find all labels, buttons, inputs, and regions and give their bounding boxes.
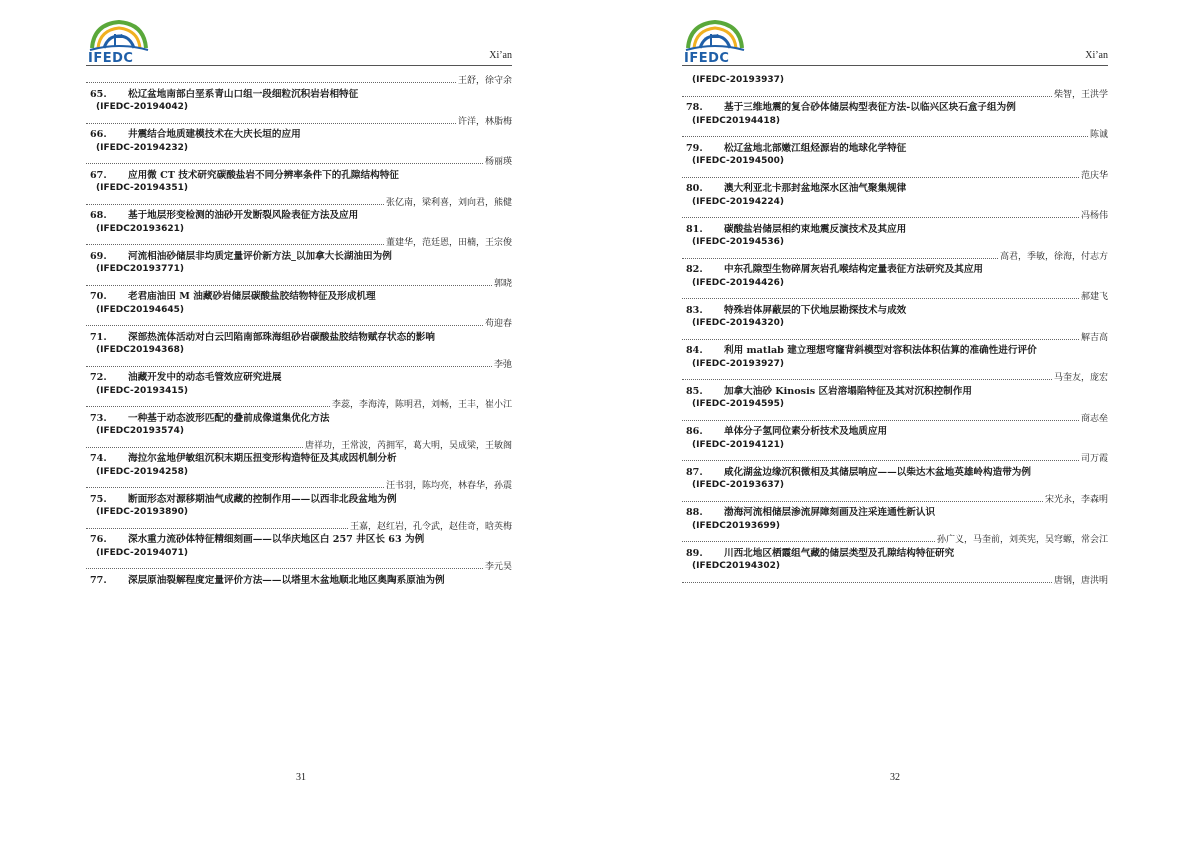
entry-authors: 解吉高 <box>1080 332 1108 343</box>
entry-code: (IFEDC20194645) <box>96 304 185 315</box>
entry-authors: 许洋，林脂梅 <box>457 116 512 127</box>
header-rule <box>86 65 512 66</box>
entry-authors: 马奎友，庞宏 <box>1053 373 1108 383</box>
entry-code: (IFEDC20194368) <box>96 345 185 355</box>
entry-title: 松辽盆地北部嫩江组烃源岩的地球化学特征 <box>724 142 907 154</box>
entry-title-row <box>682 304 1108 318</box>
entry-code: (IFEDC-20194232) <box>96 142 188 153</box>
author-row <box>682 371 1108 385</box>
entry-code: (IFEDC-20194258) <box>96 466 188 477</box>
author-row <box>682 250 1108 264</box>
author-row <box>682 493 1108 507</box>
author-row <box>682 452 1108 466</box>
entry-authors: 苟迎春 <box>484 319 512 329</box>
entry-code: (IFEDC-20193637) <box>692 480 784 490</box>
entry-title-row <box>682 223 1108 237</box>
entry-number: 89. <box>686 547 703 559</box>
entry-authors: 李弛 <box>493 359 512 370</box>
author-row <box>682 533 1108 547</box>
dot-leader <box>682 493 1043 502</box>
entry-number: 88. <box>686 507 703 518</box>
author-row <box>682 574 1108 588</box>
entry-title: 中东孔隙型生物碎屑灰岩孔喉结构定量表征方法研究及其应用 <box>724 264 984 275</box>
entry-authors: 宋光永，李森明 <box>1044 494 1108 505</box>
list-item <box>86 574 512 588</box>
entry-authors: 李元昊 <box>484 562 512 572</box>
list-item <box>86 128 512 169</box>
list-item <box>682 101 1108 142</box>
header-location: Xi’an <box>1085 50 1108 61</box>
dot-leader <box>86 155 483 164</box>
author-row <box>86 439 512 453</box>
dot-leader <box>682 250 998 259</box>
list-item <box>682 304 1108 345</box>
entry-authors: 陈诚 <box>1089 130 1108 140</box>
list-item <box>86 250 512 291</box>
entry-number: 84. <box>686 345 703 356</box>
entry-title: 深水重力流砂体特征精细刻画——以华庆地区白 257 井区长 63 为例 <box>128 534 425 545</box>
entry-authors: 郭晓 <box>493 278 512 289</box>
dot-leader <box>682 290 1079 299</box>
author-row <box>86 74 512 88</box>
entry-number: 87. <box>686 466 703 478</box>
entry-title-row <box>86 209 512 223</box>
list-item <box>86 209 512 250</box>
dot-leader <box>86 236 384 245</box>
entry-code: (IFEDC-20193927) <box>692 358 784 369</box>
logo-text: IFEDC <box>88 51 134 66</box>
entry-title: 川西北地区栖霞组气藏的储层类型及孔隙结构特征研究 <box>724 547 955 559</box>
entry-title: 深部热流体活动对白云凹陷南部珠海组砂岩碳酸盐胶结物赋存状态的影响 <box>128 331 435 343</box>
entry-authors: 冯杨伟 <box>1080 211 1108 221</box>
entry-number: 86. <box>686 426 703 437</box>
entry-number: 78. <box>686 102 703 113</box>
author-row <box>682 209 1108 223</box>
author-row <box>86 479 512 493</box>
list-item <box>86 493 512 534</box>
list-item <box>86 169 512 210</box>
entry-list <box>682 74 1108 587</box>
list-item <box>682 385 1108 426</box>
entry-number: 70. <box>90 291 107 302</box>
entry-authors: 汪书羽，陈均亮，林春华，孙震 <box>385 481 512 491</box>
entry-number: 82. <box>686 264 703 275</box>
entry-code: (IFEDC-20194121) <box>692 439 784 450</box>
entry-number: 85. <box>686 385 703 397</box>
entry-code: (IFEDC-20194042) <box>96 102 188 112</box>
list-item <box>682 466 1108 507</box>
author-row <box>682 169 1108 183</box>
entry-title: 特殊岩体屏蔽层的下伏地层勘探技术与成效 <box>724 304 907 316</box>
entry-title: 一种基于动态波形匹配的叠前成像道集优化方法 <box>128 412 330 424</box>
entry-title-row <box>682 142 1108 156</box>
dot-leader <box>682 169 1079 178</box>
entry-code: (IFEDC-20193890) <box>96 507 188 517</box>
entry-number: 67. <box>90 169 107 181</box>
entry-code: (IFEDC20194418) <box>692 115 781 126</box>
entry-title-row <box>86 574 512 588</box>
header-rule <box>682 65 1108 66</box>
author-row <box>86 236 512 250</box>
entry-title: 应用微 CT 技术研究碳酸盐岩不同分辨率条件下的孔隙结构特征 <box>128 169 399 181</box>
author-row <box>86 560 512 574</box>
entry-list <box>86 74 512 587</box>
author-row <box>682 128 1108 142</box>
entry-code: (IFEDC20193771) <box>96 264 185 274</box>
author-row <box>682 412 1108 426</box>
entry-title-row <box>86 250 512 264</box>
entry-title-row <box>682 547 1108 561</box>
dot-leader <box>86 479 384 488</box>
list-item <box>86 331 512 372</box>
entry-code: (IFEDC-20194595) <box>692 399 784 409</box>
entry-title: 井震结合地质建模技术在大庆长垣的应用 <box>128 129 301 140</box>
list-item <box>682 223 1108 264</box>
entry-authors: 高君，季敏，徐海，付志方 <box>999 251 1108 262</box>
entry-number: 80. <box>686 183 703 194</box>
list-item <box>86 533 512 574</box>
entry-title-row <box>86 452 512 466</box>
list-item <box>86 452 512 493</box>
entry-number: 66. <box>90 129 107 140</box>
entry-title-row <box>86 169 512 183</box>
dot-leader <box>86 74 456 83</box>
entry-title: 单体分子氢同位素分析技术及地质应用 <box>724 426 888 437</box>
dot-leader <box>682 209 1079 218</box>
entry-code: (IFEDC-20194224) <box>692 196 784 207</box>
list-item <box>682 142 1108 183</box>
entry-authors: 张亿南，梁利喜，刘向君，熊健 <box>385 197 512 208</box>
page-number: 31 <box>296 772 306 783</box>
entry-authors: 商志垒 <box>1080 413 1108 424</box>
dot-leader <box>86 560 483 569</box>
entry-authors: 王舒，徐守余 <box>457 76 512 86</box>
page-32 <box>596 0 1192 842</box>
author-row <box>86 277 512 291</box>
entry-number: 65. <box>90 88 107 100</box>
author-row <box>682 290 1108 304</box>
entry-title: 咸化湖盆边缘沉积微相及其储层响应——以柴达木盆地英雄岭构造带为例 <box>724 466 1031 478</box>
entry-title-row <box>682 506 1108 520</box>
entry-number: 68. <box>90 210 107 221</box>
list-item <box>682 182 1108 223</box>
entry-authors: 司万霞 <box>1080 454 1108 464</box>
entry-title: 海拉尔盆地伊敏组沉积末期压扭变形构造特征及其成因机制分析 <box>128 453 397 464</box>
list-item <box>86 290 512 331</box>
dot-leader <box>86 398 330 407</box>
entry-authors: 杨丽瑛 <box>484 157 512 167</box>
entry-title: 深层原油裂解程度定量评价方法——以塔里木盆地顺北地区奥陶系原油为例 <box>128 574 445 586</box>
author-row <box>86 520 512 534</box>
entry-code: (IFEDC20194302) <box>692 561 781 571</box>
entry-number: 69. <box>90 250 107 262</box>
entry-title: 基于地层形变检测的油砂开发断裂风险表征方法及应用 <box>128 210 359 221</box>
entry-title-row <box>682 425 1108 439</box>
dot-leader <box>86 439 303 448</box>
author-row <box>86 398 512 412</box>
author-row <box>86 196 512 210</box>
entry-title-row <box>86 128 512 142</box>
entry-number: 77. <box>90 574 107 586</box>
entry-title-row <box>682 263 1108 277</box>
entry-title: 碳酸盐岩储层相约束地震反演技术及其应用 <box>724 223 907 235</box>
list-item <box>682 506 1108 547</box>
dot-leader <box>86 317 483 326</box>
entry-title-row <box>86 331 512 345</box>
entry-number: 83. <box>686 304 703 316</box>
entry-number: 71. <box>90 331 107 343</box>
entry-number: 73. <box>90 412 107 424</box>
author-row <box>682 88 1108 102</box>
logo-text: IFEDC <box>684 51 730 66</box>
entry-number: 81. <box>686 223 703 235</box>
entry-title: 基于三维地震的复合砂体储层构型表征方法-以临兴区块石盒子组为例 <box>724 102 1016 113</box>
entry-title: 老君庙油田 M 油藏砂岩储层碳酸盐胶结物特征及形成机理 <box>128 291 376 302</box>
entry-title: 加拿大油砂 Kinosis 区岩溶塌陷特征及其对沉积控制作用 <box>724 385 972 397</box>
ifedc-logo <box>682 18 748 68</box>
entry-code: (IFEDC-20194536) <box>692 237 784 247</box>
entry-authors: 郝建飞 <box>1080 292 1108 302</box>
dot-leader <box>682 452 1079 461</box>
dot-leader <box>86 277 492 286</box>
dot-leader <box>682 533 935 542</box>
entry-authors: 孙广义，马奎前，刘英宪，吴穹螈，常会江 <box>936 535 1108 545</box>
entry-title-row <box>86 412 512 426</box>
entry-title: 利用 matlab 建立理想穹窿背斜模型对容积法体积估算的准确性进行评价 <box>724 345 1037 356</box>
entry-code: (IFEDC20193574) <box>96 426 185 436</box>
author-row <box>86 115 512 129</box>
entry-code: (IFEDC-20194320) <box>692 318 784 328</box>
entry-title-row <box>86 371 512 385</box>
header-location: Xi’an <box>489 50 512 61</box>
entry-authors: 唐钢，唐洪明 <box>1053 575 1108 586</box>
entry-title-row <box>682 101 1108 115</box>
entry-code: (IFEDC-20194500) <box>692 156 784 166</box>
entry-title: 渤海河流相储层渗流屏障刻画及注采连通性新认识 <box>724 507 936 518</box>
list-item <box>86 371 512 412</box>
entry-authors: 范庆华 <box>1080 170 1108 181</box>
dot-leader <box>86 196 384 205</box>
entry-number: 72. <box>90 372 107 383</box>
entry-authors: 王嘉，赵红岩，孔令武，赵佳奇，晗英梅 <box>349 521 512 532</box>
entry-title: 断面形态对源移期油气成藏的控制作用——以西非北段盆地为例 <box>128 493 397 505</box>
dot-leader <box>682 128 1088 137</box>
list-item <box>682 547 1108 588</box>
dot-leader <box>86 358 492 367</box>
page-number: 32 <box>890 772 900 783</box>
entry-title-row <box>86 290 512 304</box>
entry-title: 澳大利亚北卡那封盆地深水区油气聚集规律 <box>724 183 907 194</box>
entry-number: 76. <box>90 534 107 545</box>
dot-leader <box>682 331 1079 340</box>
entry-title: 河流相油砂储层非均质定量评价新方法_以加拿大长湖油田为例 <box>128 250 392 262</box>
entry-title-row <box>682 466 1108 480</box>
list-item <box>682 425 1108 466</box>
ifedc-logo <box>86 18 152 68</box>
entry-code: (IFEDC-20193937) <box>692 75 784 85</box>
entry-code: (IFEDC-20194351) <box>96 183 188 193</box>
entry-code: (IFEDC-20194426) <box>692 277 784 288</box>
entry-title: 油藏开发中的动态毛管效应研究进展 <box>128 372 282 383</box>
entry-number: 79. <box>686 142 703 154</box>
dot-leader <box>682 412 1079 421</box>
entry-title-row <box>682 182 1108 196</box>
author-row <box>682 331 1108 345</box>
entry-code: (IFEDC-20194071) <box>96 547 188 558</box>
entry-code: (IFEDC20193621) <box>96 223 185 234</box>
list-item <box>682 344 1108 385</box>
entry-code: (IFEDC20193699) <box>692 520 781 531</box>
list-item <box>86 412 512 453</box>
author-row <box>86 155 512 169</box>
entry-number: 74. <box>90 453 107 464</box>
entry-authors: 唐祥功，王常波，芮拥军，葛大明，吴成梁，王敏阁 <box>304 440 512 451</box>
entry-title: 松辽盆地南部白垩系青山口组一段细粒沉积岩岩相特征 <box>128 88 359 100</box>
entry-authors: 董建华，范廷恩，田楠，王宗俊 <box>385 238 512 248</box>
entry-authors: 李蕊，李海涛，陈明君，刘畅，王丰，崔小江 <box>331 400 512 410</box>
dot-leader <box>86 115 456 124</box>
entry-title-row <box>86 88 512 102</box>
list-item <box>682 263 1108 304</box>
entry-title-row <box>86 493 512 507</box>
author-row <box>86 317 512 331</box>
entry-number: 75. <box>90 493 107 505</box>
author-row <box>86 358 512 372</box>
entry-title-row <box>86 533 512 547</box>
entry-title-row <box>682 344 1108 358</box>
entry-authors: 柴智，王洪学 <box>1053 89 1108 100</box>
dot-leader <box>682 371 1052 380</box>
dot-leader <box>86 520 348 529</box>
list-item <box>86 88 512 129</box>
entry-code: (IFEDC-20193415) <box>96 385 188 396</box>
dot-leader <box>682 574 1052 583</box>
entry-title-row <box>682 385 1108 399</box>
dot-leader <box>682 88 1052 97</box>
